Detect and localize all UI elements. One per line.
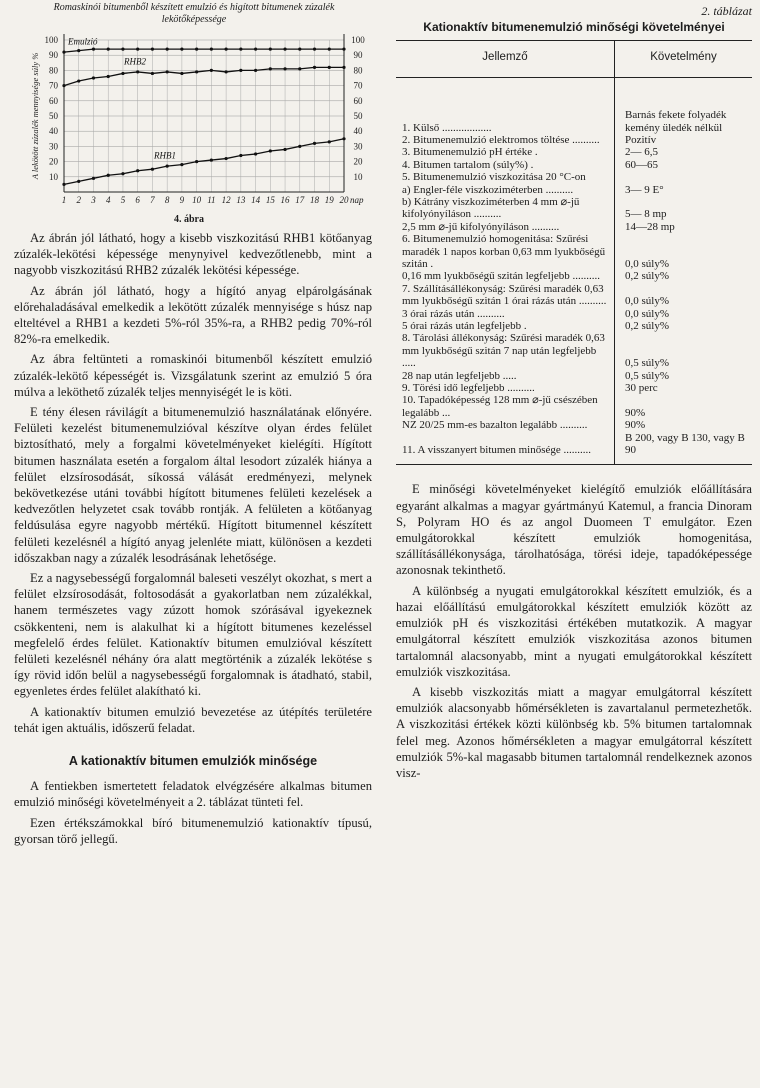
row-property: 5 órai rázás után legfeljebb . <box>396 320 615 332</box>
requirements-table <box>396 40 752 465</box>
data-point <box>62 84 65 87</box>
table-row <box>396 320 752 332</box>
row-requirement: 0,2 súly% <box>625 270 669 283</box>
data-point <box>254 152 257 155</box>
data-point <box>180 48 183 51</box>
paragraph: Ez a nagysebességű forgalomnál baleseti veszélyt okozhat, s mert a felület elzsírosodását, foltosodását a gyakorlatban nem zúzalékkal, hanem természetes vagy zúzott homok szórásával igyekeznek csökkenteni, nem is alakulhat ki a hígított bitumenes kezeléssel megfelelő érdes felület. Kationaktív bitumen emulzióval készített felületi kezelésnél néhány óra alatt megtörténik a zúzalék lekötése s így rövid időn belül a nagysebességű forgalomnak is átadható, stabil, egyenletes érdes felület alakítható ki. <box>14 571 372 699</box>
table-row <box>396 283 752 308</box>
data-point <box>239 69 242 72</box>
table-row <box>396 382 752 394</box>
table-row <box>396 146 752 158</box>
x-tick-label: 16 <box>280 195 290 205</box>
x-tick-label: 5 <box>120 195 126 205</box>
data-point <box>77 180 80 183</box>
row-property: a) Engler-féle viszkoziméterben .......... <box>396 184 615 196</box>
table-row <box>396 432 752 465</box>
series-label-emulsion: Emulzió <box>68 36 98 47</box>
data-point <box>313 66 316 69</box>
table-row <box>396 78 752 134</box>
x-tick-label: 9 <box>179 195 185 205</box>
paragraph: Az ábra feltünteti a romaskinói bitumenből készített emulzió zúzalék-lekötő képességét is. Vizsgálatunk szerint az emulzió 5 óra múlva a leköthető zúzalék teljes mennyiségét le is köti. <box>14 352 372 399</box>
row-property: 9. Törési idő legfeljebb .......... <box>396 382 615 394</box>
figure-caption: 4. ábra <box>174 214 204 225</box>
data-point <box>107 75 110 78</box>
data-point <box>180 163 183 166</box>
paragraph: A fentiekben ismertetett feladatok elvégzésére alkalmas bitumen emulzió minőségi követelményeit a 2. táblázat tünteti fel. <box>14 779 372 810</box>
y-tick-label: 40 <box>49 126 58 137</box>
x-axis-label: nap <box>350 195 364 205</box>
data-point <box>254 48 257 51</box>
data-point <box>210 69 213 72</box>
y-tick-label-right: 80 <box>353 65 363 76</box>
y-tick-label: 30 <box>49 141 58 152</box>
x-tick-label: 17 <box>295 195 305 205</box>
paragraph: A kationaktív bitumen emulzió bevezetése az útépítés területére tehát igen aktuális, időszerű feladat. <box>14 704 372 735</box>
y-tick-label-right: 60 <box>353 95 363 106</box>
row-property: NZ 20/25 mm-es bazalton legalább .......... <box>396 419 615 431</box>
row-requirement: 0,0 súly% <box>625 295 669 308</box>
data-point <box>151 168 154 171</box>
x-tick-label: 15 <box>265 195 275 205</box>
data-point <box>328 66 331 69</box>
row-property: 3 órai rázás után .......... <box>396 308 615 320</box>
table-label: 2. táblázat <box>701 4 752 18</box>
table-row <box>396 233 752 270</box>
data-point <box>313 48 316 51</box>
series-line <box>64 67 344 85</box>
y-tick-label: 50 <box>49 111 58 121</box>
row-requirement: 90% <box>625 406 646 419</box>
y-tick-label: 70 <box>49 80 58 91</box>
paragraph: E minőségi követelményeket kielégítő emulziók előállítására egyaránt alkalmas a magyar gyártmányú Katemul, a francia Dinoram S, Polyram HO és az angol Duomeen T emulgátor. Ezen emulgátorokkal készített emulziók homogenitása, szállításállékonysága, tárolhatósága, törési ideje, tapadóképessége azonosnak tekinthető. <box>396 482 752 578</box>
y-tick-label: 80 <box>49 65 58 76</box>
data-point <box>195 70 198 73</box>
table-row <box>396 171 752 183</box>
paragraph: E tény élesen rávilágít a bitumenemulzió használatának előnyére. Felületi kezelést bitumenemulzióval készítve olyan érdes felület biztosítható, mely a forgalmi követelményeket kielégíti. Hígított bitumen használata esetén a forgalom által lesodort zúzalék hiánya a felület elzsírosodását, síkossá válását eredményezi, melynek bekövetkezése utáni további hígított bitumenes felületi kezelések a kedvezőtlen helyzetet csak tovább rontják. A felületen a kötőanyag feldúsulása egyre nagyobb mértékű. Hígított bitumennel készített felületi kezelésnél a hígító anyag jelenléte miatt, különösen a kezdeti időszakban nagy a zúzalék lesodrásának lehetősége. <box>14 405 372 565</box>
series-label-rhb2: RHB2 <box>124 56 146 67</box>
y-tick-label-right: 20 <box>353 156 363 167</box>
row-requirement: 30 perc <box>625 382 658 395</box>
x-tick-label: 2 <box>76 195 81 205</box>
data-point <box>210 158 213 161</box>
data-point <box>107 174 110 177</box>
data-point <box>210 48 213 51</box>
paragraph: A különbség a nyugati emulgátorokkal készített emulziók, és a hazai előállítású emulgátorokkal készített emulziók között az emulziók pH és viszkozitási értékében mutatkozik. A magyar emulgátorral készített emulziók viszkozitása azonos bitumen tartalomnál alacsonyabb, mint a nyugati emulgátorokkal készített emulziók viszkozitása. <box>396 583 752 679</box>
row-property: 5. Bitumenemulzió viszkozitása 20 °C-on <box>396 171 615 183</box>
row-property: b) Kátrány viszkoziméterben 4 mm ⌀-jű kifolyónyíláson .......... <box>396 196 615 221</box>
y-tick-label-right: 100 <box>351 35 365 45</box>
y-tick-label: 20 <box>49 156 58 167</box>
row-requirement: 0,5 súly% <box>625 369 669 382</box>
y-tick-label-right: 90 <box>353 50 363 61</box>
data-point <box>225 70 228 73</box>
data-point <box>283 48 286 51</box>
data-point <box>62 51 65 54</box>
x-tick-label: 13 <box>236 195 246 205</box>
y-tick-label: 100 <box>44 35 58 45</box>
data-point <box>269 149 272 152</box>
data-point <box>195 48 198 51</box>
data-point <box>77 49 80 52</box>
y-tick-label-right: 40 <box>353 126 363 137</box>
row-requirement: 0,2 súly% <box>625 320 669 332</box>
data-point <box>151 72 154 75</box>
data-point <box>121 72 124 75</box>
row-property: 8. Tárolási állékonyság: Szűrési maradék 0,63 mm lyukbőségű szitán 7 nap után legfeljebb ..... <box>396 332 615 369</box>
data-point <box>254 69 257 72</box>
data-point <box>151 48 154 51</box>
row-property: 2. Bitumenemulzió elektromos töltése .......... <box>396 134 615 146</box>
table-row <box>396 134 752 146</box>
figure-4 <box>14 0 372 230</box>
data-point <box>328 48 331 51</box>
data-point <box>166 165 169 168</box>
y-axis-label: A lekötött zúzalék mennyisége súly % <box>30 52 40 180</box>
row-property: 11. A visszanyert bitumen minősége .......... <box>396 432 615 465</box>
row-requirement: 3— 9 E° <box>625 183 664 196</box>
table-row <box>396 332 752 369</box>
data-point <box>62 183 65 186</box>
row-requirement <box>615 171 753 183</box>
data-point <box>313 142 316 145</box>
table-row <box>396 196 752 221</box>
y-tick-label: 90 <box>49 50 58 61</box>
data-point <box>239 48 242 51</box>
row-property: 2,5 mm ⌀-jű kifolyónyíláson .......... <box>396 221 615 233</box>
row-requirement: 0,0 súly% <box>625 257 669 270</box>
data-point <box>283 148 286 151</box>
table-row <box>396 419 752 431</box>
paragraph: A kisebb viszkozitás miatt a magyar emulgátorral készített emulziók alacsonyabb hőmérsékleten is zavartalanul permetezhetők. A viszkozitási értékek közti különbség kb. 5% bitumen tartalomnak felel meg. Azonos hőmérsékleten a magyar emulgátorral készített emulziók 5%-kal magasabb bitumen tartalomnál rendelkeznek azonos visz- <box>396 684 752 780</box>
series-label-rhb1: RHB1 <box>154 150 176 161</box>
x-tick-label: 11 <box>207 195 216 205</box>
data-point <box>136 70 139 73</box>
row-property: 4. Bitumen tartalom (súly%) . <box>396 159 615 171</box>
data-point <box>136 169 139 172</box>
table-header-requirement: Követelmény <box>615 41 753 78</box>
x-tick-label: 8 <box>164 195 170 205</box>
row-requirement: B 200, vagy B 130, vagy B 90 <box>615 432 753 465</box>
row-requirement: 60—65 <box>625 158 658 171</box>
row-requirement: Pozitív <box>625 133 657 146</box>
y-tick-label-right: 50 <box>353 111 363 121</box>
figure-title: Romaskinói bitumenből készített emulzió és higított bitumenek zúzalék lekötőképessége <box>53 2 335 25</box>
section-heading: A kationaktív bitumen emulziók minősége <box>68 754 318 769</box>
data-point <box>298 67 301 70</box>
series-line <box>64 49 344 52</box>
data-point <box>342 137 345 140</box>
data-point <box>136 48 139 51</box>
row-requirement: 14—28 mp <box>625 220 675 233</box>
data-point <box>121 172 124 175</box>
data-point <box>166 70 169 73</box>
data-point <box>342 66 345 69</box>
y-tick-label: 10 <box>49 171 58 182</box>
data-point <box>269 67 272 70</box>
data-point <box>107 48 110 51</box>
data-point <box>180 72 183 75</box>
table-title: Kationaktív bitumenemulzió minőségi követelményei <box>423 20 725 34</box>
y-tick-label-right: 30 <box>353 141 363 152</box>
x-tick-label: 10 <box>192 195 202 205</box>
data-point <box>77 79 80 82</box>
x-tick-label: 7 <box>150 195 155 205</box>
data-point <box>92 76 95 79</box>
data-point <box>195 160 198 163</box>
row-requirement: 5— 8 mp <box>625 208 667 221</box>
table-row <box>396 370 752 382</box>
x-tick-label: 12 <box>221 195 231 205</box>
data-point <box>298 145 301 148</box>
line-chart <box>14 0 372 210</box>
row-requirement: 0,5 súly% <box>625 357 669 370</box>
left-column <box>14 0 372 851</box>
table-row <box>396 159 752 171</box>
data-point <box>166 48 169 51</box>
data-point <box>92 177 95 180</box>
data-point <box>225 48 228 51</box>
table-header-property: Jellemző <box>396 41 615 78</box>
data-point <box>92 48 95 51</box>
row-requirement: 2— 6,5 <box>625 146 658 159</box>
x-tick-label: 3 <box>91 195 96 205</box>
y-tick-label: 60 <box>49 95 58 106</box>
row-requirement: Barnás fekete folyadék kemény üledék nélkül <box>625 109 727 134</box>
row-requirement: 0,0 súly% <box>625 307 669 320</box>
table-row <box>396 394 752 419</box>
x-tick-label: 6 <box>135 195 140 205</box>
data-point <box>225 157 228 160</box>
data-point <box>298 48 301 51</box>
x-tick-label: 20 <box>339 195 349 205</box>
paragraph: Ezen értékszámokkal bíró bitumenemulzió kationaktív típusú, gyorsan törő jellegű. <box>14 815 372 846</box>
data-point <box>121 48 124 51</box>
row-requirement: 90% <box>625 419 646 432</box>
paragraph: Az ábrán jól látható, hogy a hígító anyag elpárolgásának előrehaladásával emelkedik a lekötött zúzalék mennyisége s húsz nap elteltével a RHB1 a kezdeti 5%-ról 35%-ra, a RHB2 pedig 70%-ról 82%-ra emelkedik. <box>14 283 372 347</box>
row-property: 6. Bitumenemulzió homogenitása: Szűrési maradék 1 napos korban 0,63 mm lyukbőségű szitán . <box>396 233 615 270</box>
x-tick-label: 4 <box>105 195 111 205</box>
y-tick-label-right: 70 <box>353 80 363 91</box>
row-property: 28 nap után legfeljebb ..... <box>396 370 615 382</box>
data-point <box>328 140 331 143</box>
data-point <box>239 154 242 157</box>
x-tick-label: 19 <box>324 195 334 205</box>
row-property: 10. Tapadóképesség 128 mm ⌀-jű csészében legalább ... <box>396 394 615 419</box>
data-point <box>342 48 345 51</box>
table-row <box>396 270 752 282</box>
table-row <box>396 308 752 320</box>
data-point <box>269 48 272 51</box>
x-tick-label: 1 <box>61 195 67 205</box>
x-tick-label: 18 <box>310 195 320 205</box>
row-property: 3. Bitumenemulzió pH értéke . <box>396 146 615 158</box>
table-row <box>396 184 752 196</box>
table-row <box>396 221 752 233</box>
paragraph: Az ábrán jól látható, hogy a kisebb viszkozitású RHB1 kötőanyag zúzalék-lekötési képessége menynyivel kedvezőtlenebb, mint a nagyobb viszkozitású RHB2 zúzalék lekötési képessége. <box>14 231 372 278</box>
x-tick-label: 14 <box>251 195 261 205</box>
row-property: 1. Külső .................. <box>396 78 615 134</box>
data-point <box>283 67 286 70</box>
y-tick-label-right: 10 <box>353 171 363 182</box>
row-property: 7. Szállításállékonyság: Szűrési maradék 0,63 mm lyukbőségű szitán 1 órai rázás után .......... <box>396 283 615 308</box>
right-column <box>396 0 752 785</box>
row-property: 0,16 mm lyukbőségű szitán legfeljebb .......... <box>396 270 615 282</box>
